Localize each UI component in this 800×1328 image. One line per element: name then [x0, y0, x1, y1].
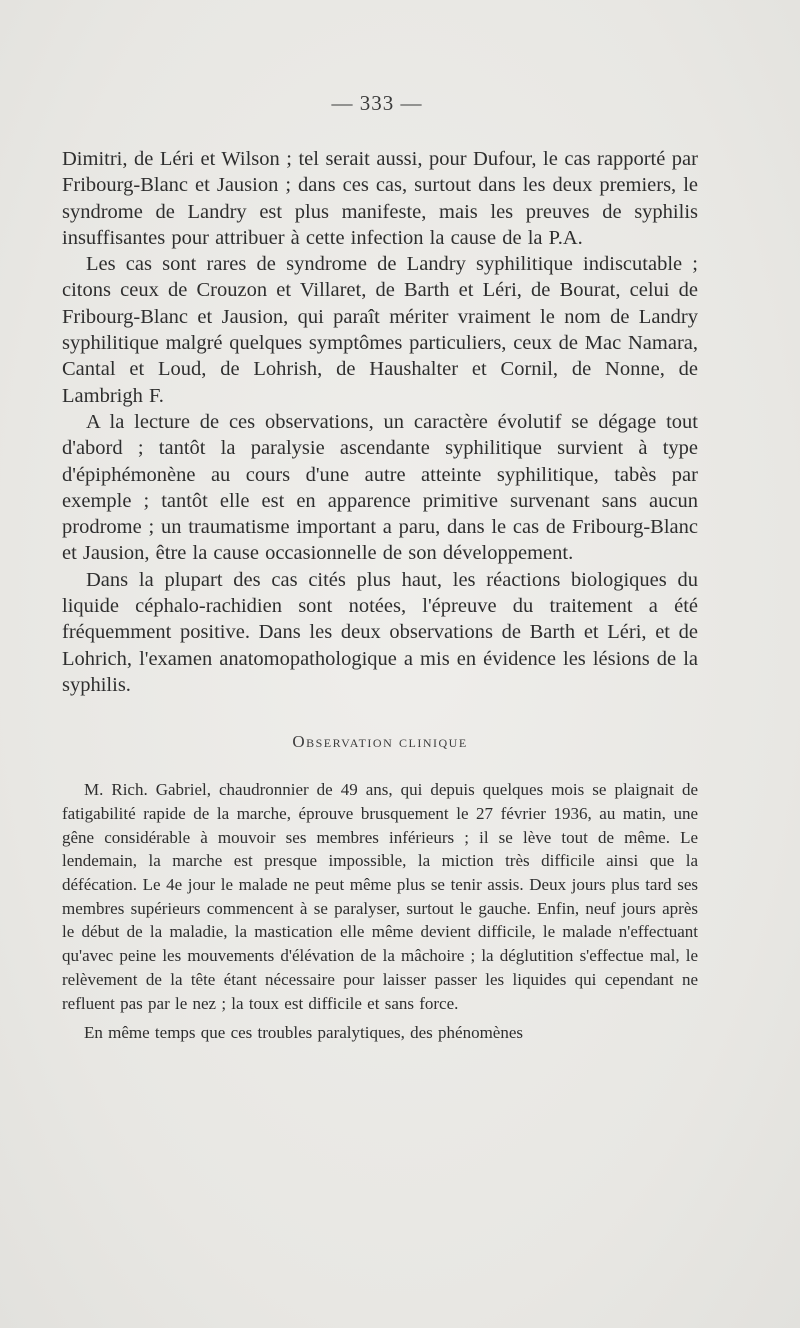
main-text: [62, 146, 698, 1045]
page-number: — 333 —: [331, 91, 423, 115]
section-heading: Observation clinique: [292, 732, 468, 752]
paragraph: Les cas sont rares de syndrome de Landry syphilitique indiscutable ; citons ceux de Crouzon et Villaret, de Barth et Léri, de Bourat, celui de Fribourg-Blanc et Jausion, qui paraît mériter vraiment le nom de Landry syphilitique malgré quelques symptômes particuliers, ceux de Mac Namara, Cantal et Loud, de Lohrish, de Haushalter et Cornil, de Nonne, de Lambrigh F.: [62, 253, 698, 407]
observation-paragraph: En même temps que ces troubles paralytiques, des phénomènes: [84, 1023, 524, 1043]
paragraph: Dans la plupart des cas cités plus haut, les réactions biologiques du liquide céphalo-rachidien sont notées, l'épreuve du traitement a été fréquemment positive. Dans les deux observations de Barth et Léri, et de Lohrich, l'examen anatomopathologique a mis en évidence les lésions de la syphilis.: [62, 568, 698, 696]
observation-paragraph: M. Rich. Gabriel, chaudronnier de 49 ans, qui depuis quelques mois se plaignait de fatigabilité rapide de la marche, éprouve brusquement le 27 février 1936, au matin, une gêne considérable à mouvoir ses membres inférieurs ; il se lève tout de même. Le lendemain, la marche est presque impossible, la miction très difficile ainsi que la défécation. Le 4e jour le malade ne peut même plus se tenir assis. Deux jours plus tard ses membres supérieurs commencent à se paralyser, surtout le gauche. Enfin, neuf jours après le début de la maladie, la mastication elle même devient difficile, le malade n'effectuant qu'avec peine les mouvements d'élévation de la mâchoire ; la déglutition s'effectue mal, le relèvement de la tête étant nécessaire pour laisser passer les liquides qui cependant ne refluent pas par le nez ; la toux est difficile et sans force.: [62, 780, 698, 1013]
paragraph: Dimitri, de Léri et Wilson ; tel serait aussi, pour Dufour, le cas rapporté par Fribourg-Blanc et Jausion ; dans ces cas, surtout dans les deux premiers, le syndrome de Landry est plus manifeste, mais les preuves de syphilis insuffisantes pour attribuer à cette infection la cause de la P.A.: [62, 148, 698, 249]
paragraph: A la lecture de ces observations, un caractère évolutif se dégage tout d'abord ; tantôt la paralysie ascendante syphilitique survient à type d'épiphémonène au cours d'une autre atteinte syphilitique, tabès par exemple ; tantôt elle est en apparence primitive survenant sans aucun prodrome ; un traumatisme important a paru, dans le cas de Fribourg-Blanc et Jausion, être la cause occasionnelle de son développement.: [62, 410, 698, 565]
